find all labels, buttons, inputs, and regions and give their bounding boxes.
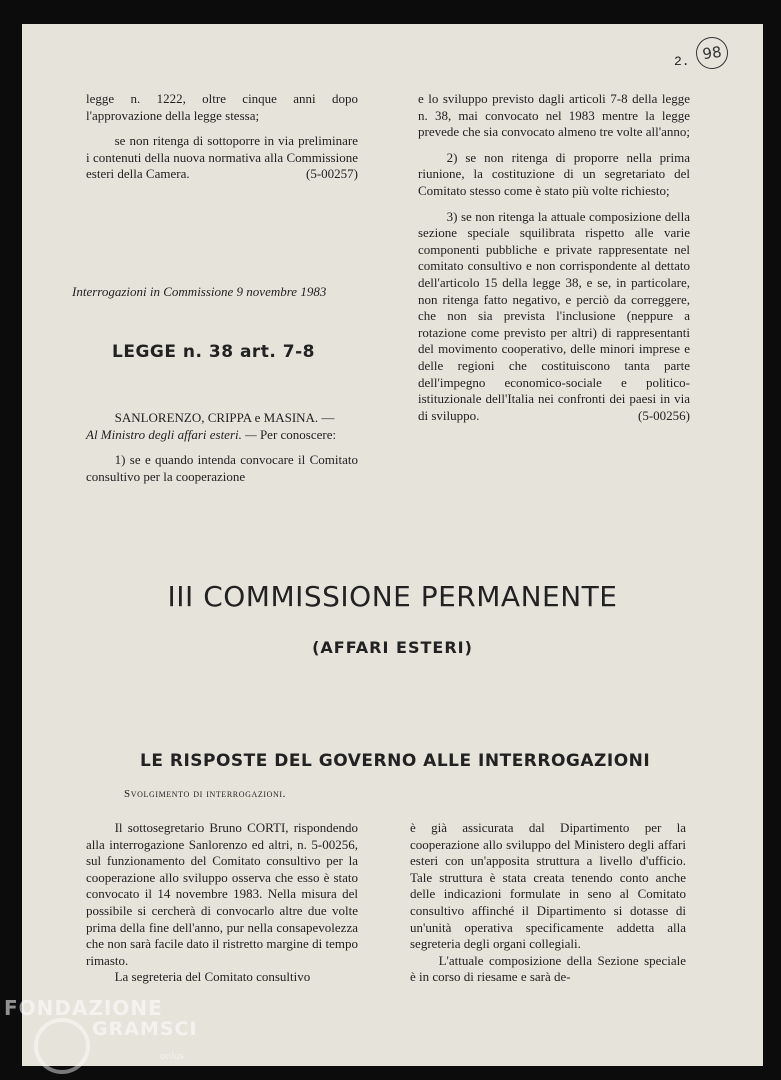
answers-heading: LE RISPOSTE DEL GOVERNO ALLE INTERROGAZIONI [140,751,651,771]
top-left-column [86,91,358,183]
interrogation-authors: SANLORENZO, CRIPPA e MASINA. — [114,410,335,425]
paragraph: L'attuale composizione della Sezione speciale è in corso di riesame e sarà de- [410,952,686,985]
document-page [22,24,763,1066]
page-number: 2. [674,54,690,69]
watermark-onlus: onlus [160,1052,185,1062]
paragraph: 2) se non ritenga di proporre nella prima riunione, la costituzione di un segretariato del Comitato stesso come è stato più volte richiesto; [418,149,690,198]
paragraph: e lo sviluppo previsto dagli articoli 7-8 della legge n. 38, mai convocato nel 1983 mentre la legge prevede che sia convocato almeno tre volte all'anno; [418,91,690,140]
paragraph: se non ritenga di sottoporre in via preliminare i contenuti della nuova normativa alla Commissione esteri della Camera. [86,133,358,182]
paragraph: legge n. 1222, oltre cinque anni dopo l'approvazione della legge stessa; [86,91,358,123]
handwritten-page-number: 98 [694,35,730,71]
session-heading: Interrogazioni in Commissione 9 novembre 1983 [72,284,327,299]
interrogation-block [86,410,358,485]
watermark-fondazione: FONDAZIONE [4,996,163,1020]
paragraph: Il sottosegretario Bruno CORTI, rispondendo alla interrogazione Sanlorenzo ed altri, n. 5-00256, sul funzionamento del Comitato consultivo per la cooperazione allo sviluppo osserva che esso è stato convocato il 14 novembre 1983. Nella misura del possibile si cercherà di convocarlo altre due volte prima della fine dell'anno, pur nella consapevolezza che non sarà facile dato il ristretto margine di tempo rimasto. [86,820,358,968]
answers-right-column [410,820,686,986]
paragraph [86,410,358,443]
paragraph: 3) se non ritenga la attuale composizione della sezione speciale squilibrata rispetto alle varie componenti pubbliche e private rappresentate nel comitato consultivo e non corrispondente al dettato dell'articolo 15 della legge 38, e se, in particolare, non ritenga fatto negativo, e perciò da correggere, che non sia prevista l'inclusione (neppure a rotazione come previsto per altri) di rappresentanti del movimento cooperativo, delle minori imprese e delle regioni che costituiscono tanta parte dell'impegno economico-sociale e politico-istituzionale dell'Italia nei confronti dei paesi in via di sviluppo. [418,208,690,423]
interrogation-code: (5-00256) [638,407,690,423]
commission-title: III COMMISSIONE PERMANENTE [167,580,618,613]
paragraph: 1) se e quando intenda convocare il Comitato consultivo per la cooperazione [86,452,358,484]
interrogation-addressee: Al Ministro degli affari esteri. — [86,426,257,442]
watermark-logo-icon [34,1018,90,1074]
paragraph: La segreteria del Comitato consultivo [114,969,311,985]
answers-left-column [86,820,358,986]
paragraph: è già assicurata dal Dipartimento per la cooperazione allo sviluppo del Ministero degli affari esteri con un'apposita struttura a livello d'ufficio. Tale struttura è stata creata tenendo conto anche delle indicazioni formulate in seno al Comitato consultivo affinché il Dipartimento si dotasse di un'unità operativa specificamente addetta alla segreteria degli organi collegiali. [410,820,686,952]
answers-subheading: Svolgimento di interrogazioni. [124,788,286,800]
top-right-column [418,91,690,424]
commission-subtitle: (AFFARI ESTERI) [312,638,473,657]
interrogation-intro: Per conoscere: [256,426,337,442]
law-heading: LEGGE n. 38 art. 7-8 [112,342,316,362]
interrogation-code: (5-00257) [306,166,358,182]
watermark-gramsci: GRAMSCI [92,1018,198,1040]
